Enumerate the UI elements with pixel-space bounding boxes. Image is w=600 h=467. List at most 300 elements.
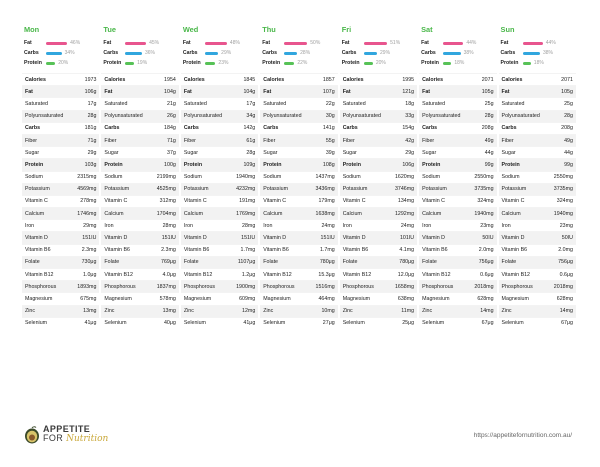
nutrient-row <box>101 231 178 243</box>
nutrient-label: Phosphorous <box>25 283 57 290</box>
macro-bar-carbs <box>523 52 540 55</box>
nutrient-row <box>22 183 99 195</box>
nutrient-value: 2018mg <box>553 283 573 290</box>
nutrient-label: Zinc <box>25 308 36 315</box>
nutrient-row <box>22 134 99 146</box>
nutrient-label: Fiber <box>422 137 435 144</box>
nutrient-row <box>260 97 337 109</box>
nutrient-label: Vitamin C <box>183 198 207 205</box>
nutrient-label: Folate <box>104 259 120 266</box>
nutrient-label: Zinc <box>183 308 194 315</box>
nutrient-value: 312mg <box>159 198 176 205</box>
nutrient-row <box>101 97 178 109</box>
nutrient-value: 756μg <box>558 259 573 266</box>
macro-fat <box>260 38 337 48</box>
nutrient-label: Sodium <box>342 174 361 181</box>
nutrient-value: 1940mg <box>236 174 256 181</box>
nutrient-label: Vitamin B6 <box>183 247 210 254</box>
nutrient-label: Phosphorous <box>501 283 533 290</box>
nutrient-value: 49g <box>564 137 573 144</box>
nutrient-row <box>419 207 496 219</box>
logo-for: FOR <box>43 433 64 443</box>
nutrient-row <box>22 146 99 158</box>
nutrient-label: Potassium <box>104 186 130 193</box>
nutrient-value: 2.0mg <box>558 247 573 254</box>
nutrient-row <box>101 73 178 85</box>
nutrient-value: 151IU <box>241 235 256 242</box>
macro-percent: 22% <box>297 60 308 66</box>
nutrient-value: 10mg <box>321 308 335 315</box>
nutrient-value: 28g <box>246 149 256 156</box>
nutrient-row <box>499 97 576 109</box>
nutrient-row <box>499 134 576 146</box>
nutrient-label: Selenium <box>501 320 524 327</box>
nutrient-row <box>22 268 99 280</box>
nutrient-row <box>419 292 496 304</box>
nutrient-label: Vitamin B12 <box>104 271 133 278</box>
nutrient-row <box>340 292 417 304</box>
macro-label: Protein <box>262 60 281 66</box>
nutrient-value: 1.7mg <box>240 247 256 254</box>
nutrient-value: 23mg <box>559 222 573 229</box>
logo-line-2 <box>43 434 108 444</box>
nutrient-row <box>260 317 337 329</box>
nutrient-label: Folate <box>422 259 437 266</box>
nutrient-label: Phosphorous <box>422 283 454 290</box>
day-column-tue <box>101 24 180 329</box>
macro-carbs <box>499 48 576 58</box>
macro-bar-fat <box>364 42 387 45</box>
nutrient-value: 1845 <box>243 76 256 83</box>
nutrient-row <box>101 219 178 231</box>
nutrient-value: 208g <box>561 125 573 132</box>
nutrient-row <box>260 122 337 134</box>
macro-label: Carbs <box>341 50 357 56</box>
nutrient-value: 0.6μg <box>480 271 494 278</box>
nutrient-row <box>22 292 99 304</box>
nutrient-value: 15.3μg <box>318 271 335 278</box>
nutrient-value: 4.1mg <box>399 247 415 254</box>
nutrient-row <box>101 292 178 304</box>
nutrient-label: Sugar <box>501 149 516 156</box>
nutrient-label: Zinc <box>263 308 274 315</box>
nutrient-value: 42g <box>405 137 415 144</box>
nutrient-row <box>260 207 337 219</box>
nutrient-value: 1638mg <box>315 210 335 217</box>
nutrient-value: 628mg <box>556 295 573 302</box>
nutrient-row <box>340 317 417 329</box>
nutrient-label: Vitamin B6 <box>25 247 51 254</box>
macro-label: Fat <box>182 40 191 46</box>
macro-protein <box>181 58 258 68</box>
nutrient-row <box>340 158 417 170</box>
nutrient-label: Iron <box>342 222 352 229</box>
nutrient-label: Vitamin B6 <box>422 247 448 254</box>
nutrient-row <box>22 317 99 329</box>
nutrient-value: 25g <box>484 100 494 107</box>
nutrient-label: Vitamin B6 <box>104 247 130 254</box>
nutrient-row <box>181 207 258 219</box>
nutrient-value: 23mg <box>480 222 494 229</box>
nutrient-row <box>260 134 337 146</box>
nutrient-value: 50IU <box>561 235 573 242</box>
website-url[interactable]: https://appetitefornutrition.com.au/ <box>473 432 572 439</box>
nutrient-label: Selenium <box>422 320 445 327</box>
macro-label: Carbs <box>421 50 436 56</box>
macro-percent: 18% <box>533 60 544 66</box>
nutrient-value: 179mg <box>318 198 335 205</box>
nutrient-value: 191mg <box>239 198 256 205</box>
nutrient-label: Fiber <box>104 137 117 144</box>
nutrient-value: 1704mg <box>156 210 176 217</box>
day-column-sun <box>499 24 578 329</box>
nutrient-value: 2.3mg <box>81 247 97 254</box>
nutrient-row <box>181 305 258 317</box>
nutrient-value: 99g <box>564 161 573 168</box>
macro-label: Protein <box>341 60 360 66</box>
nutrient-row <box>419 280 496 292</box>
nutrient-value: 780μg <box>399 259 415 266</box>
nutrient-label: Folate <box>263 259 278 266</box>
nutrient-row <box>340 146 417 158</box>
nutrient-label: Vitamin B12 <box>501 271 530 278</box>
macro-percent: 18% <box>454 60 465 66</box>
nutrient-value: 29g <box>405 149 415 156</box>
macro-bar-carbs <box>443 52 460 55</box>
nutrient-row <box>499 231 576 243</box>
nutrient-value: 55g <box>325 137 335 144</box>
macro-percent: 38% <box>463 50 474 56</box>
nutrient-value: 464mg <box>318 295 335 302</box>
nutrient-label: Vitamin B12 <box>342 271 372 278</box>
nutrient-label: Fiber <box>183 137 196 144</box>
nutrient-row <box>499 183 576 195</box>
nutrient-row <box>260 219 337 231</box>
macro-label: Protein <box>24 60 42 66</box>
nutrient-label: Calcium <box>342 210 362 217</box>
nutrient-value: 4569mg <box>77 186 97 193</box>
nutrient-row <box>340 244 417 256</box>
nutrient-value: 25μg <box>402 320 415 327</box>
macro-percent: 44% <box>466 40 477 46</box>
nutrient-label: Vitamin D <box>422 235 445 242</box>
nutrient-label: Fiber <box>25 137 38 144</box>
nutrient-row <box>340 73 417 85</box>
days-grid <box>22 24 578 329</box>
day-column-thu <box>260 24 339 329</box>
macro-fat <box>499 38 576 48</box>
nutrient-value: 324mg <box>477 198 494 205</box>
nutrient-label: Potassium <box>342 186 368 193</box>
nutrient-label: Calcium <box>422 210 442 217</box>
nutrient-label: Zinc <box>104 308 115 315</box>
nutrient-label: Fat <box>104 88 113 95</box>
nutrient-label: Vitamin B12 <box>422 271 451 278</box>
nutrient-row <box>260 292 337 304</box>
nutrient-value: 3735mg <box>553 186 573 193</box>
nutrient-row <box>499 219 576 231</box>
nutrient-value: 1746mg <box>77 210 97 217</box>
nutrient-row <box>340 256 417 268</box>
nutrient-label: Carbs <box>422 125 438 132</box>
nutrient-value: 41μg <box>84 320 97 327</box>
nutrient-label: Polyunsaturated <box>501 113 540 120</box>
nutrient-label: Vitamin D <box>263 235 287 242</box>
nutrient-value: 4232mg <box>236 186 256 193</box>
nutrient-row <box>419 146 496 158</box>
nutrient-row <box>260 85 337 97</box>
nutrient-label: Calcium <box>263 210 283 217</box>
nutrient-label: Phosphorous <box>104 283 136 290</box>
nutrient-row <box>340 183 417 195</box>
nutrient-row <box>22 207 99 219</box>
nutrient-value: 2550mg <box>474 174 494 181</box>
nutrient-label: Calories <box>422 76 444 83</box>
nutrient-label: Folate <box>183 259 199 266</box>
nutrient-label: Fat <box>263 88 272 95</box>
macro-carbs <box>340 48 417 58</box>
nutrient-row <box>22 85 99 97</box>
nutrient-row <box>340 134 417 146</box>
nutrient-value: 1900mg <box>236 283 256 290</box>
nutrient-value: 578mg <box>159 295 176 302</box>
nutrient-label: Magnesium <box>263 295 291 302</box>
nutrient-label: Calories <box>25 76 46 83</box>
nutrient-value: 638mg <box>397 295 415 302</box>
nutrient-label: Magnesium <box>104 295 132 302</box>
nutrient-value: 71g <box>87 137 97 144</box>
nutrient-label: Vitamin D <box>104 235 128 242</box>
nutrient-label: Polyunsaturated <box>263 113 302 120</box>
nutrient-row <box>181 122 258 134</box>
macro-percent: 44% <box>545 40 556 46</box>
nutrient-value: 28mg <box>242 222 256 229</box>
nutrient-value: 3746mg <box>394 186 415 193</box>
nutrient-value: 3436mg <box>315 186 335 193</box>
nutrient-label: Iron <box>263 222 273 229</box>
nutrient-row <box>419 256 496 268</box>
nutrient-value: 628mg <box>477 295 494 302</box>
macro-bar-carbs <box>364 52 377 55</box>
nutrient-row <box>181 268 258 280</box>
nutrient-label: Magnesium <box>422 295 450 302</box>
nutrient-row <box>499 195 576 207</box>
nutrient-value: 24mg <box>400 222 415 229</box>
nutrient-value: 1.0μg <box>83 271 97 278</box>
nutrient-row <box>340 280 417 292</box>
nutrient-label: Protein <box>25 161 44 168</box>
nutrient-value: 106g <box>402 161 415 168</box>
nutrient-row <box>181 292 258 304</box>
nutrient-value: 27μg <box>322 320 335 327</box>
nutrient-row <box>101 110 178 122</box>
nutrient-value: 2550mg <box>553 174 573 181</box>
nutrient-value: 104g <box>243 88 256 95</box>
macro-percent: 28% <box>300 50 311 56</box>
nutrient-row <box>101 134 178 146</box>
nutrient-value: 67μg <box>561 320 573 327</box>
nutrient-value: 121g <box>402 88 415 95</box>
nutrient-label: Carbs <box>183 125 199 132</box>
nutrient-value: 2315mg <box>77 174 97 181</box>
nutrient-value: 278mg <box>80 198 97 205</box>
nutrient-value: 142g <box>243 125 256 132</box>
nutrient-label: Magnesium <box>183 295 212 302</box>
nutrient-value: 39g <box>325 149 335 156</box>
nutrient-row <box>22 97 99 109</box>
macro-label: Protein <box>500 60 519 66</box>
nutrient-value: 151IU <box>320 235 335 242</box>
nutrient-row <box>419 171 496 183</box>
nutrient-row <box>419 110 496 122</box>
nutrient-label: Sodium <box>501 174 520 181</box>
macro-percent: 23% <box>218 60 229 66</box>
nutrient-row <box>22 171 99 183</box>
nutrient-row <box>22 73 99 85</box>
macro-protein <box>499 58 576 68</box>
day-column-wed <box>181 24 260 329</box>
nutrient-row <box>499 171 576 183</box>
nutrient-row <box>499 244 576 256</box>
nutrient-value: 11mg <box>401 308 415 315</box>
nutrient-value: 104g <box>164 88 176 95</box>
nutrient-row <box>101 317 178 329</box>
nutrient-row <box>340 110 417 122</box>
macro-bar-fat <box>284 42 307 45</box>
nutrient-value: 25g <box>564 100 573 107</box>
nutrient-label: Selenium <box>263 320 286 327</box>
day-column-mon <box>22 24 101 329</box>
nutrient-row <box>260 231 337 243</box>
macro-bar-protein <box>443 62 451 65</box>
macro-percent: 48% <box>229 40 240 46</box>
nutrient-value: 1995 <box>402 76 415 83</box>
macro-fat <box>181 38 258 48</box>
nutrient-label: Selenium <box>104 320 127 327</box>
nutrient-label: Sugar <box>342 149 357 156</box>
macro-label: Protein <box>103 60 122 66</box>
nutrient-row <box>260 305 337 317</box>
nutrient-label: Iron <box>104 222 114 229</box>
macro-bar-fat <box>205 42 227 45</box>
nutrient-label: Carbs <box>104 125 120 132</box>
nutrient-label: Fat <box>501 88 510 95</box>
nutrient-label: Folate <box>501 259 517 266</box>
nutrient-value: 780μg <box>319 259 335 266</box>
nutrient-row <box>260 171 337 183</box>
macro-fat <box>419 38 496 48</box>
macro-percent: 34% <box>64 50 75 56</box>
macro-bar-fat <box>46 42 67 45</box>
day-name: Sat <box>421 25 433 34</box>
macro-carbs <box>419 48 496 58</box>
macro-bar-carbs <box>125 52 142 55</box>
nutrient-label: Sodium <box>263 174 282 181</box>
nutrient-label: Potassium <box>263 186 288 193</box>
macro-fat <box>22 38 99 48</box>
logo-nutrition: Nutrition <box>66 434 109 444</box>
nutrient-value: 33g <box>405 113 415 120</box>
nutrient-value: 14mg <box>480 308 494 315</box>
nutrient-row <box>181 85 258 97</box>
macro-protein <box>260 58 337 68</box>
nutrient-value: 50IU <box>482 235 494 242</box>
nutrient-value: 67μg <box>481 320 494 327</box>
nutrient-row <box>340 122 417 134</box>
nutrient-value: 154g <box>402 125 415 132</box>
nutrient-row <box>101 85 178 97</box>
nutrient-row <box>340 219 417 231</box>
nutrient-row <box>419 195 496 207</box>
nutrient-row <box>499 305 576 317</box>
nutrient-label: Carbs <box>501 125 517 132</box>
nutrient-value: 324mg <box>556 198 573 205</box>
nutrient-row <box>101 280 178 292</box>
nutrient-row <box>419 317 496 329</box>
nutrient-value: 1658mg <box>394 283 415 290</box>
nutrient-value: 3735mg <box>474 186 494 193</box>
nutrient-label: Folate <box>342 259 358 266</box>
macro-protein <box>22 58 99 68</box>
nutrient-label: Vitamin C <box>342 198 366 205</box>
nutrient-label: Zinc <box>501 308 512 315</box>
avocado-icon <box>24 426 40 444</box>
nutrient-label: Vitamin C <box>104 198 128 205</box>
nutrient-row <box>181 280 258 292</box>
nutrient-label: Saturated <box>104 100 128 107</box>
nutrient-row <box>181 73 258 85</box>
macro-label: Carbs <box>500 50 516 56</box>
nutrient-value: 730μg <box>81 259 97 266</box>
nutrient-value: 151IU <box>82 235 97 242</box>
nutrient-value: 34g <box>246 113 256 120</box>
macro-percent: 19% <box>137 60 148 66</box>
nutrient-label: Vitamin B6 <box>501 247 528 254</box>
nutrient-label: Potassium <box>183 186 209 193</box>
day-name: Fri <box>341 25 352 34</box>
macro-protein <box>419 58 496 68</box>
nutrient-row <box>340 268 417 280</box>
nutrient-row <box>499 122 576 134</box>
nutrient-row <box>499 110 576 122</box>
nutrient-row <box>101 158 178 170</box>
nutrient-value: 1893mg <box>77 283 97 290</box>
nutrient-value: 44g <box>564 149 573 156</box>
nutrient-row <box>419 244 496 256</box>
nutrient-row <box>181 110 258 122</box>
nutrient-row <box>499 85 576 97</box>
nutrient-label: Potassium <box>25 186 50 193</box>
nutrient-value: 1837mg <box>156 283 176 290</box>
nutrient-label: Polyunsaturated <box>25 113 64 120</box>
macro-label: Fat <box>24 40 32 46</box>
nutrient-row <box>340 97 417 109</box>
macro-fat <box>101 38 178 48</box>
macro-bar-fat <box>125 42 146 45</box>
nutrient-label: Sugar <box>183 149 198 156</box>
macro-bar-protein <box>523 62 531 65</box>
nutrient-label: Iron <box>25 222 35 229</box>
nutrient-label: Phosphorous <box>342 283 374 290</box>
nutrient-value: 28g <box>564 113 573 120</box>
nutrient-value: 208g <box>481 125 494 132</box>
nutrient-row <box>101 195 178 207</box>
nutrient-label: Potassium <box>422 186 447 193</box>
day-column-sat <box>419 24 498 329</box>
nutrient-label: Protein <box>501 161 520 168</box>
nutrient-value: 13mg <box>162 308 176 315</box>
nutrient-row <box>181 183 258 195</box>
